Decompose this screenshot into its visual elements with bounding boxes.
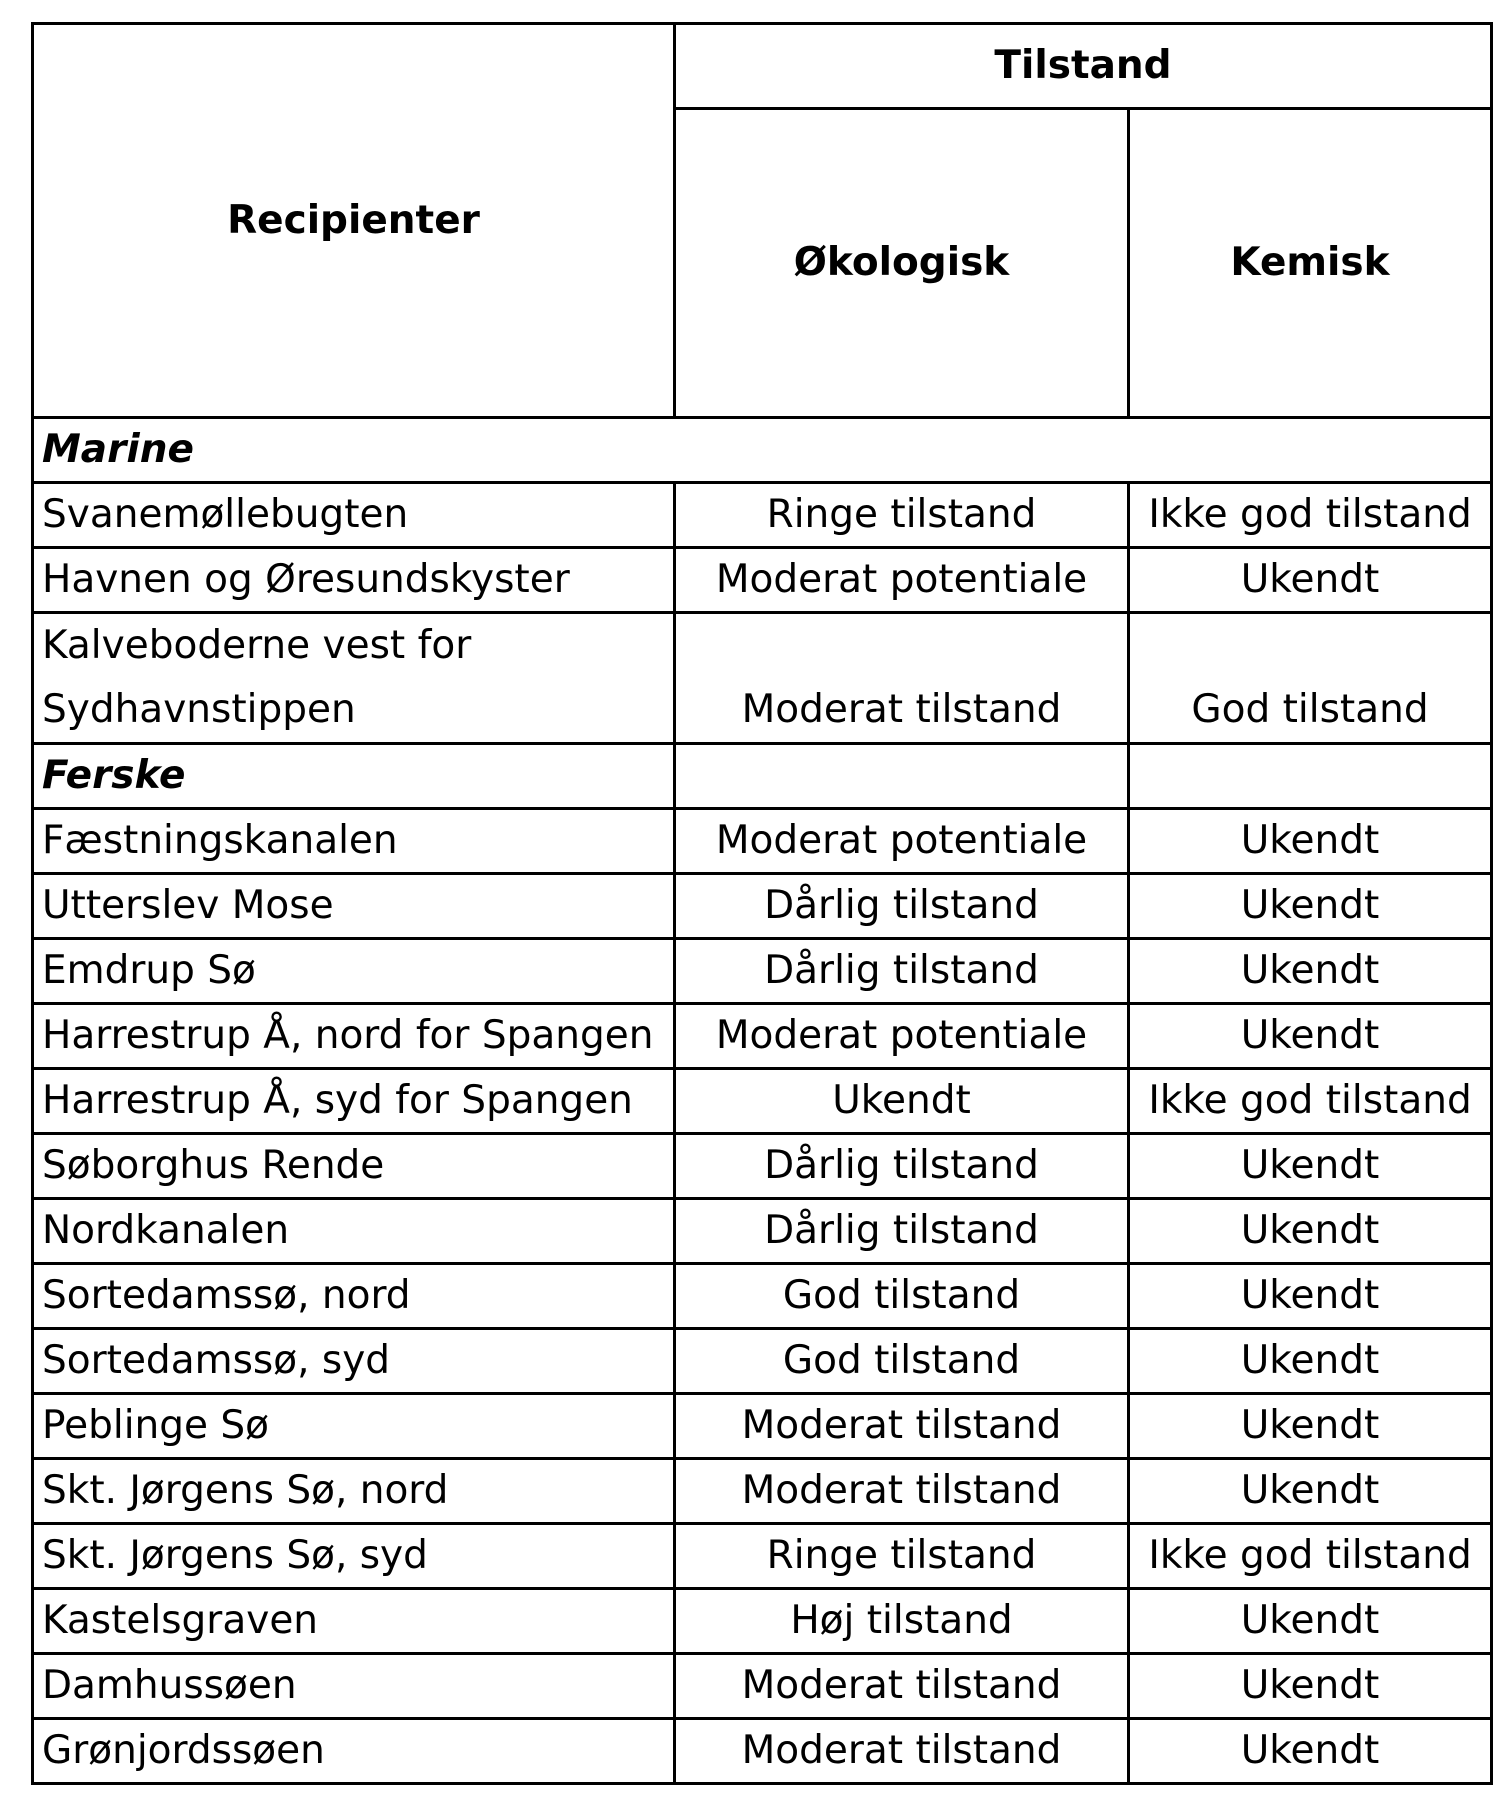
recipient-name: Sortedamssø, syd [33, 1329, 675, 1394]
chemical-status: Ukendt [1129, 874, 1492, 939]
table-row [33, 1264, 1492, 1329]
chemical-status: Ukendt [1129, 1394, 1492, 1459]
chemical-status: Ukendt [1129, 1654, 1492, 1719]
table-row [33, 1394, 1492, 1459]
table-row [33, 483, 1492, 548]
table-row [33, 548, 1492, 613]
chemical-status: Ukendt [1129, 1589, 1492, 1654]
chemical-status: Ukendt [1129, 1459, 1492, 1524]
ecological-status: Dårlig tilstand [675, 1134, 1129, 1199]
recipient-name: Kastelsgraven [33, 1589, 675, 1654]
recipient-name: Skt. Jørgens Sø, syd [33, 1524, 675, 1589]
recipient-name: Nordkanalen [33, 1199, 675, 1264]
empty-cell [675, 744, 1129, 809]
table-row [33, 1199, 1492, 1264]
chemical-status: Ukendt [1129, 548, 1492, 613]
chemical-status: Ukendt [1129, 939, 1492, 1004]
chemical-status: God tilstand [1129, 613, 1492, 744]
ecological-status: Moderat tilstand [675, 613, 1129, 744]
chemical-status: Ukendt [1129, 1264, 1492, 1329]
chemical-status: Ukendt [1129, 1199, 1492, 1264]
table-row [33, 1134, 1492, 1199]
ecological-status: God tilstand [675, 1329, 1129, 1394]
recipient-name: Harrestrup Å, syd for Spangen [33, 1069, 675, 1134]
header-ecological: Økologisk [675, 109, 1129, 418]
table-row [33, 613, 1492, 744]
ecological-status: Ukendt [675, 1069, 1129, 1134]
header-recipients: Recipienter [33, 24, 675, 418]
empty-cell [1129, 744, 1492, 809]
group-label-fresh: Ferske [33, 744, 675, 809]
recipient-name: Søborghus Rende [33, 1134, 675, 1199]
recipient-name: Kalveboderne vest for Sydhavnstippen [33, 613, 675, 744]
group-row-fresh [33, 744, 1492, 809]
table-row [33, 939, 1492, 1004]
status-table [31, 22, 1493, 1785]
recipient-name: Fæstningskanalen [33, 809, 675, 874]
table-row [33, 1719, 1492, 1784]
recipient-name: Damhussøen [33, 1654, 675, 1719]
group-row-marine [33, 418, 1492, 483]
ecological-status: Moderat tilstand [675, 1654, 1129, 1719]
recipient-name: Grønjordssøen [33, 1719, 675, 1784]
ecological-status: Moderat potentiale [675, 1004, 1129, 1069]
chemical-status: Ikke god tilstand [1129, 1524, 1492, 1589]
ecological-status: Dårlig tilstand [675, 874, 1129, 939]
ecological-status: Moderat tilstand [675, 1394, 1129, 1459]
ecological-status: Moderat potentiale [675, 548, 1129, 613]
chemical-status: Ukendt [1129, 1719, 1492, 1784]
header-status: Tilstand [675, 24, 1492, 109]
chemical-status: Ukendt [1129, 1134, 1492, 1199]
chemical-status: Ukendt [1129, 1329, 1492, 1394]
recipient-name: Skt. Jørgens Sø, nord [33, 1459, 675, 1524]
table-row [33, 874, 1492, 939]
chemical-status: Ukendt [1129, 1004, 1492, 1069]
table-header [33, 24, 1492, 418]
table-row [33, 1004, 1492, 1069]
ecological-status: Moderat tilstand [675, 1459, 1129, 1524]
ecological-status: Ringe tilstand [675, 1524, 1129, 1589]
recipient-name: Utterslev Mose [33, 874, 675, 939]
ecological-status: Ringe tilstand [675, 483, 1129, 548]
chemical-status: Ikke god tilstand [1129, 483, 1492, 548]
ecological-status: Moderat potentiale [675, 809, 1129, 874]
table-row [33, 1654, 1492, 1719]
table-row [33, 1329, 1492, 1394]
ecological-status: Dårlig tilstand [675, 1199, 1129, 1264]
table-row [33, 809, 1492, 874]
recipient-name: Havnen og Øresundskyster [33, 548, 675, 613]
header-chemical: Kemisk [1129, 109, 1492, 418]
chemical-status: Ukendt [1129, 809, 1492, 874]
table-row [33, 1069, 1492, 1134]
recipient-name: Emdrup Sø [33, 939, 675, 1004]
table-row [33, 1589, 1492, 1654]
recipient-name: Harrestrup Å, nord for Spangen [33, 1004, 675, 1069]
table-row [33, 1524, 1492, 1589]
ecological-status: Moderat tilstand [675, 1719, 1129, 1784]
recipient-name: Svanemøllebugten [33, 483, 675, 548]
recipient-name: Peblinge Sø [33, 1394, 675, 1459]
group-label-marine: Marine [33, 418, 1492, 483]
ecological-status: God tilstand [675, 1264, 1129, 1329]
chemical-status: Ikke god tilstand [1129, 1069, 1492, 1134]
ecological-status: Høj tilstand [675, 1589, 1129, 1654]
ecological-status: Dårlig tilstand [675, 939, 1129, 1004]
table-row [33, 1459, 1492, 1524]
recipient-name: Sortedamssø, nord [33, 1264, 675, 1329]
